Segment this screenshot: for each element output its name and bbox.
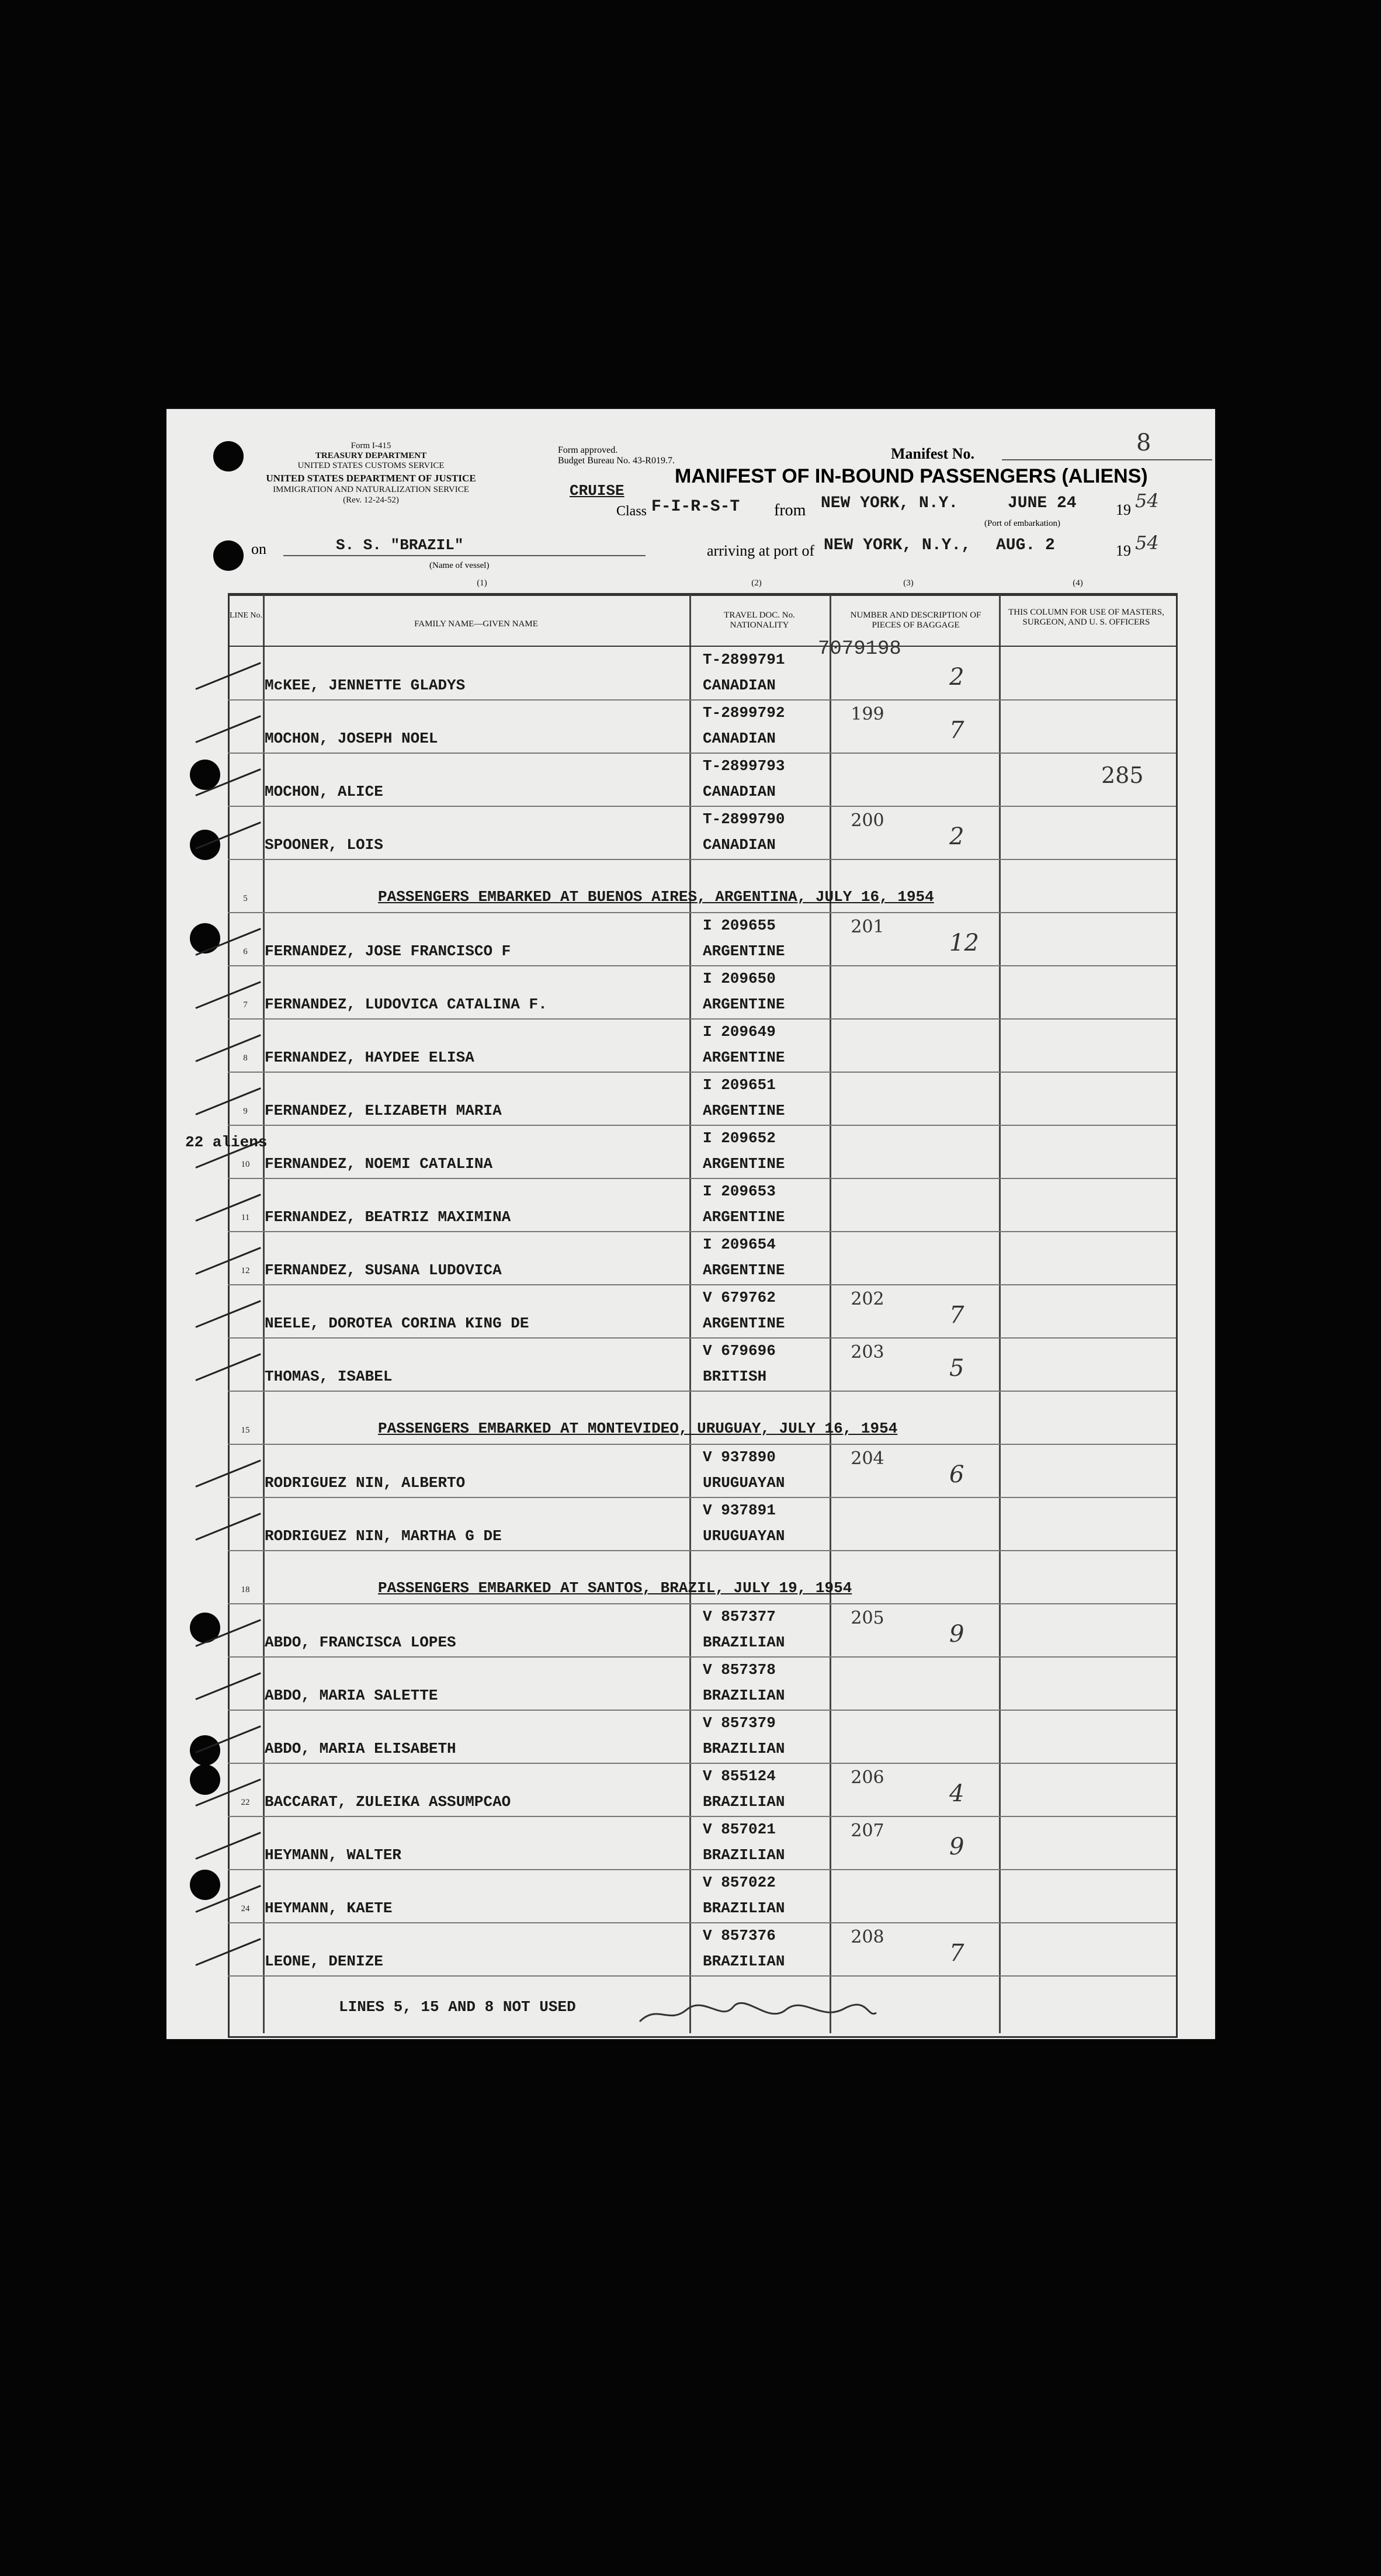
check-mark (195, 1300, 261, 1328)
line-number: 5 (243, 894, 248, 903)
travel-doc-number: I 209653 (703, 1183, 776, 1200)
passenger-name: RODRIGUEZ NIN, ALBERTO (265, 1474, 466, 1492)
passenger-row (166, 1870, 1215, 1923)
passenger-name: FERNANDEZ, JOSE FRANCISCO F (265, 942, 511, 960)
travel-doc-number: I 209650 (703, 970, 776, 987)
manifest-no-line (1002, 459, 1212, 460)
travel-doc-number: T-2899793 (703, 757, 785, 775)
travel-doc-number: V 855124 (703, 1767, 776, 1785)
vessel-line (283, 555, 646, 556)
baggage-pieces: 7 (949, 1302, 964, 1329)
header-name: FAMILY NAME—GIVEN NAME (414, 619, 538, 629)
passenger-row (166, 1020, 1215, 1073)
embark-date: JUNE 24 (1008, 494, 1077, 512)
line-number: 15 (241, 1426, 250, 1435)
passenger-name: ABDO, MARIA ELISABETH (265, 1740, 456, 1757)
passenger-name: LEONE, DENIZE (265, 1953, 383, 1970)
top-baggage-number: 7079198 (818, 638, 901, 660)
passenger-name: FERNANDEZ, NOEMI CATALINA (265, 1155, 493, 1173)
header-baggage: NUMBER AND DESCRIPTION OF PIECES OF BAGGAGE (850, 611, 981, 630)
nationality: URUGUAYAN (703, 1474, 785, 1492)
nationality: ARGENTINE (703, 1208, 785, 1226)
line-number: 12 (241, 1266, 250, 1275)
line-number: 6 (243, 947, 248, 956)
baggage-pieces: 4 (949, 1780, 964, 1807)
line-number: 18 (241, 1585, 250, 1594)
nationality: BRAZILIAN (703, 1687, 785, 1704)
baggage-pieces: 9 (949, 1621, 964, 1648)
baggage-number: 201 (851, 917, 884, 937)
travel-doc-number: I 209652 (703, 1129, 776, 1147)
punch-hole (213, 540, 244, 571)
passenger-row (166, 1658, 1215, 1711)
baggage-number: 205 (851, 1608, 884, 1628)
check-mark (195, 1725, 261, 1753)
passenger-name: ABDO, MARIA SALETTE (265, 1687, 438, 1704)
baggage-number: 203 (851, 1342, 884, 1362)
passenger-name: RODRIGUEZ NIN, MARTHA G DE (265, 1527, 502, 1545)
check-mark (195, 715, 261, 743)
passenger-row (166, 701, 1215, 754)
baggage-number: 204 (851, 1448, 884, 1469)
passenger-row (166, 1764, 1215, 1817)
nationality: BRITISH (703, 1368, 767, 1385)
baggage-pieces: 2 (949, 823, 964, 850)
passenger-name: BACCARAT, ZULEIKA ASSUMPCAO (265, 1793, 511, 1811)
baggage-number: 199 (851, 704, 884, 724)
check-mark (195, 821, 261, 850)
baggage-pieces: 5 (949, 1355, 964, 1382)
manifest-title: MANIFEST OF IN-BOUND PASSENGERS (ALIENS) (675, 465, 1148, 487)
passenger-row (166, 1179, 1215, 1232)
nationality: ARGENTINE (703, 1049, 785, 1066)
check-mark (195, 1619, 261, 1647)
check-mark (195, 768, 261, 796)
baggage-pieces: 2 (949, 664, 964, 691)
travel-doc-number: T-2899792 (703, 704, 785, 722)
passenger-row (166, 807, 1215, 860)
row-rule (228, 1975, 1176, 1977)
col-num-4: (4) (1073, 578, 1083, 588)
travel-doc-number: T-2899790 (703, 810, 785, 828)
punch-hole (213, 441, 244, 471)
passenger-row (166, 1711, 1215, 1764)
header-doc: TRAVEL DOC. No. NATIONALITY (724, 611, 795, 630)
nationality: ARGENTINE (703, 1261, 785, 1279)
passenger-name: FERNANDEZ, SUSANA LUDOVICA (265, 1261, 502, 1279)
section-row (166, 1551, 1215, 1604)
travel-doc-number: I 209655 (703, 917, 776, 934)
check-mark (195, 1832, 261, 1860)
line-number: 22 (241, 1798, 250, 1807)
nationality: ARGENTINE (703, 1155, 785, 1173)
nationality: CANADIAN (703, 730, 776, 747)
nationality: BRAZILIAN (703, 1953, 785, 1970)
rev-label: (Rev. 12-24-52) (343, 495, 399, 505)
passenger-name: HEYMANN, KAETE (265, 1899, 393, 1917)
passenger-name: NEELE, DOROTEA CORINA KING DE (265, 1315, 529, 1332)
arrival-year-prefix: 19 (1116, 542, 1131, 559)
section-heading: PASSENGERS EMBARKED AT MONTEVIDEO, URUGUAY, JULY 16, 1954 (378, 1420, 898, 1437)
passenger-name: ABDO, FRANCISCA LOPES (265, 1634, 456, 1651)
passenger-row (166, 1339, 1215, 1392)
passenger-row (166, 1073, 1215, 1126)
line-number: 7 (243, 1000, 248, 1010)
passenger-row (166, 1604, 1215, 1658)
baggage-number: 200 (851, 810, 884, 831)
manifest-page (166, 409, 1215, 2039)
section-heading: PASSENGERS EMBARKED AT SANTOS, BRAZIL, JULY 19, 1954 (378, 1579, 852, 1597)
nationality: BRAZILIAN (703, 1740, 785, 1757)
treasury-label: TREASURY DEPARTMENT (315, 451, 427, 460)
passenger-row (166, 1285, 1215, 1339)
embark-year: 54 (1135, 490, 1159, 512)
on-label: on (251, 540, 266, 557)
nationality: BRAZILIAN (703, 1899, 785, 1917)
travel-doc-number: V 857021 (703, 1821, 776, 1838)
passenger-name: FERNANDEZ, LUDOVICA CATALINA F. (265, 996, 547, 1013)
check-mark (195, 1938, 261, 1966)
baggage-number: 206 (851, 1767, 884, 1788)
passenger-name: McKEE, JENNETTE GLADYS (265, 677, 466, 694)
header-rule (228, 646, 1176, 647)
nationality: ARGENTINE (703, 1315, 785, 1332)
line-number: 11 (241, 1213, 250, 1222)
customs-label: UNITED STATES CUSTOMS SERVICE (297, 461, 445, 470)
line-number: 9 (243, 1107, 248, 1116)
passenger-row (166, 913, 1215, 966)
header-line-no: LINE No. (230, 611, 262, 620)
passenger-name: THOMAS, ISABEL (265, 1368, 393, 1385)
arrival-year: 54 (1135, 532, 1159, 554)
section-row (166, 1392, 1215, 1445)
passenger-row (166, 1232, 1215, 1285)
nationality: ARGENTINE (703, 1102, 785, 1119)
baggage-number: 202 (851, 1289, 884, 1309)
passenger-row (166, 966, 1215, 1020)
travel-doc-number: V 857378 (703, 1661, 776, 1679)
signature (634, 1998, 879, 2027)
form-number: Form I-415 (351, 441, 391, 450)
nationality: BRAZILIAN (703, 1793, 785, 1811)
col-num-3: (3) (903, 578, 914, 588)
class-label: Class (616, 504, 647, 519)
aliens-count-note: 22 aliens (185, 1133, 268, 1151)
travel-doc-number: T-2899791 (703, 651, 785, 668)
travel-doc-number: V 937891 (703, 1502, 776, 1519)
nationality: BRAZILIAN (703, 1846, 785, 1864)
line-number: 24 (241, 1904, 250, 1913)
manifest-no-label: Manifest No. (891, 445, 974, 462)
passenger-row (166, 1445, 1215, 1498)
baggage-number: 207 (851, 1821, 884, 1841)
passenger-row (166, 1817, 1215, 1870)
passenger-row (166, 647, 1215, 701)
travel-doc-number: V 679696 (703, 1342, 776, 1360)
check-mark (195, 1513, 261, 1541)
col-num-2: (2) (751, 578, 762, 588)
passenger-name: FERNANDEZ, BEATRIZ MAXIMINA (265, 1208, 511, 1226)
passenger-row (166, 1126, 1215, 1179)
baggage-pieces: 12 (949, 930, 979, 956)
port-embark-note: (Port of embarkation) (984, 519, 1060, 528)
passenger-name: SPOONER, LOIS (265, 836, 383, 854)
section-row (166, 860, 1215, 913)
passenger-name: MOCHON, ALICE (265, 783, 383, 800)
nationality: CANADIAN (703, 836, 776, 854)
baggage-pieces: 9 (949, 1833, 964, 1860)
check-mark (195, 1459, 261, 1488)
class-value: F-I-R-S-T (651, 498, 740, 516)
from-port: NEW YORK, N.Y. (821, 494, 959, 512)
check-mark (195, 1672, 261, 1700)
arrival-date: AUG. 2 (996, 536, 1055, 554)
passenger-name: HEYMANN, WALTER (265, 1846, 402, 1864)
from-label: from (774, 501, 806, 519)
cruise-label: CRUISE (570, 482, 624, 500)
col-num-1: (1) (477, 578, 487, 588)
year-prefix: 19 (1116, 501, 1131, 518)
vessel-name: S. S. "BRAZIL" (336, 536, 464, 554)
baggage-pieces: 7 (949, 717, 964, 744)
officer-note: 285 (1101, 762, 1144, 788)
header-officers: THIS COLUMN FOR USE OF MASTERS, SURGEON, AND U. S. OFFICERS (1008, 608, 1164, 627)
check-mark (195, 662, 261, 690)
justice-label: UNITED STATES DEPARTMENT OF JUSTICE (266, 473, 476, 484)
passenger-name: FERNANDEZ, HAYDEE ELISA (265, 1049, 474, 1066)
passenger-row (166, 1923, 1215, 1977)
travel-doc-number: V 857377 (703, 1608, 776, 1625)
check-mark (195, 1353, 261, 1381)
passenger-row (166, 1498, 1215, 1551)
travel-doc-number: V 679762 (703, 1289, 776, 1306)
baggage-number: 208 (851, 1927, 884, 1947)
footer-note: LINES 5, 15 AND 8 NOT USED (339, 1998, 576, 2016)
travel-doc-number: I 209649 (703, 1023, 776, 1041)
section-heading: PASSENGERS EMBARKED AT BUENOS AIRES, ARGENTINA, JULY 16, 1954 (378, 888, 934, 906)
budget-bureau: Budget Bureau No. 43-R019.7. (558, 456, 675, 466)
nationality: ARGENTINE (703, 942, 785, 960)
nationality: CANADIAN (703, 783, 776, 800)
baggage-pieces: 6 (949, 1461, 964, 1488)
manifest-no-value: 8 (1136, 429, 1151, 456)
form-approved: Form approved. (558, 445, 618, 455)
passenger-name: MOCHON, JOSEPH NOEL (265, 730, 438, 747)
line-number: 10 (241, 1160, 250, 1169)
arrival-port: NEW YORK, N.Y., (824, 536, 971, 554)
nationality: URUGUAYAN (703, 1527, 785, 1545)
nationality: BRAZILIAN (703, 1634, 785, 1651)
ins-label: IMMIGRATION AND NATURALIZATION SERVICE (273, 485, 469, 494)
nationality: ARGENTINE (703, 996, 785, 1013)
travel-doc-number: I 209651 (703, 1076, 776, 1094)
travel-doc-number: I 209654 (703, 1236, 776, 1253)
passenger-row (166, 754, 1215, 807)
travel-doc-number: V 857376 (703, 1927, 776, 1944)
passenger-name: FERNANDEZ, ELIZABETH MARIA (265, 1102, 502, 1119)
line-number: 8 (243, 1053, 248, 1063)
nationality: CANADIAN (703, 677, 776, 694)
vessel-note: (Name of vessel) (429, 561, 490, 570)
arriving-label: arriving at port of (707, 542, 815, 559)
travel-doc-number: V 937890 (703, 1448, 776, 1466)
travel-doc-number: V 857379 (703, 1714, 776, 1732)
baggage-pieces: 7 (949, 1940, 964, 1967)
travel-doc-number: V 857022 (703, 1874, 776, 1891)
